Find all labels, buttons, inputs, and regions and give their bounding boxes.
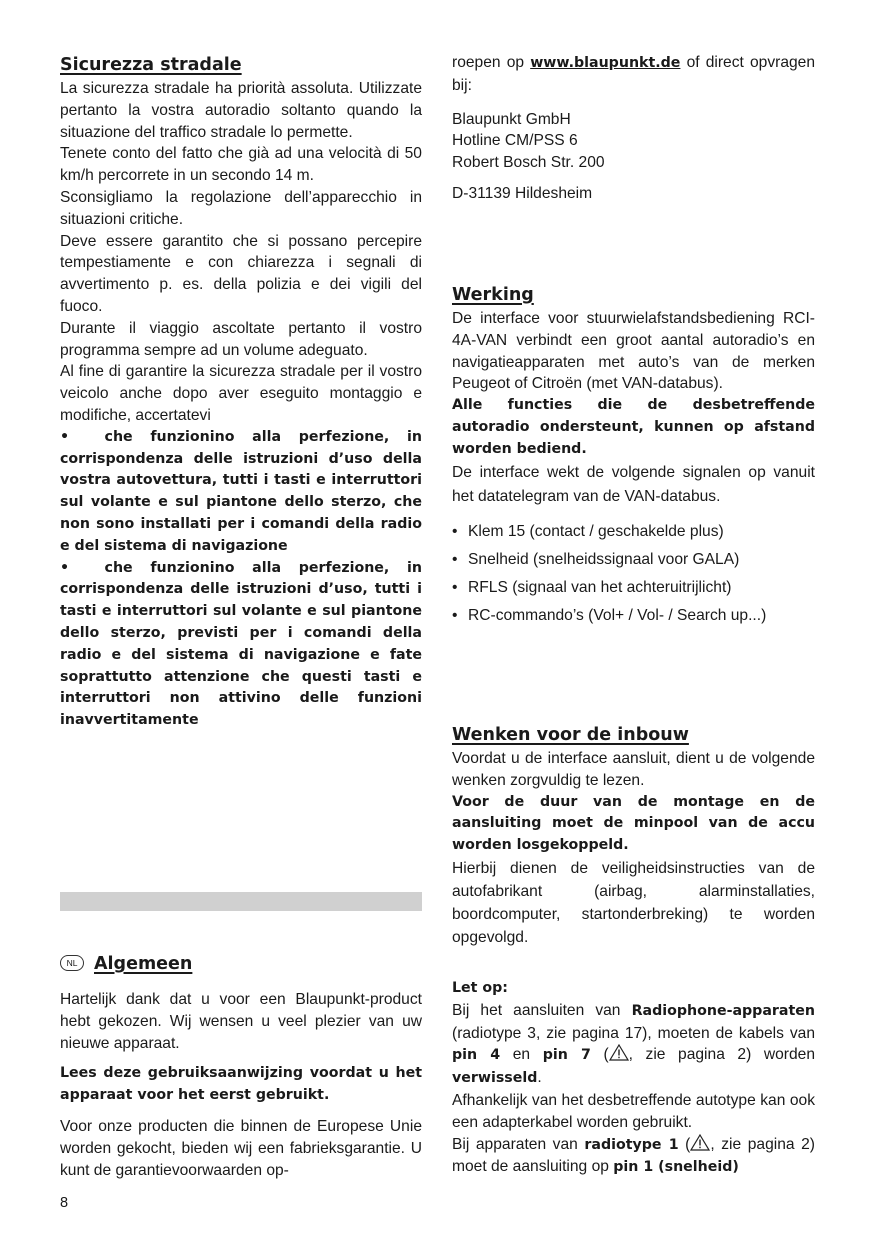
safety-paragraph-5: Durante il viaggio ascoltate pertanto il vostro programma sempre ad un volume adeguato. [60, 319, 422, 359]
signal-list-item [452, 602, 815, 630]
bullet-marker: • [452, 578, 458, 596]
blaupunkt-url-link[interactable]: www.blaupunkt.de [530, 55, 681, 71]
install-paragraph-2: Voor de duur van de montage en de aansluiting moet de minpool van de accu worden losgekoppeld. [452, 793, 815, 854]
note-bold: pin 7 [542, 1047, 591, 1064]
safety-bullet-1-text: che funzionino alla perfezione, in corrispondenza delle istruzioni d’uso della vostra autovettura, tutti i tasti e interruttori sul volante e sul piantone dello sterzo, che non sono installati per i comandi della radio e del sistema di navigazione [60, 428, 422, 554]
note-text: Bij het aansluiten van [452, 1001, 621, 1019]
note-bold: pin 1 (snelheid) [613, 1159, 739, 1176]
contact-company: Blaupunkt GmbH [452, 110, 571, 128]
note-text: (radiotype 3, zie pagina 17), moeten de kabels van [452, 1024, 815, 1042]
operation-section [452, 282, 815, 630]
safety-paragraph-6: Al fine di garantire la sicurezza stradale per il vostro veicolo anche dopo aver eseguito montaggio e modifiche, accertatevi [60, 363, 422, 424]
note-heading: Let op: [452, 980, 508, 996]
safety-paragraph-3: Sconsigliamo la regolazione dell’apparecchio in situazioni critiche. [60, 188, 422, 228]
note-text: en [512, 1046, 531, 1064]
warning-triangle-icon [690, 1134, 710, 1151]
contact-street: Robert Bosch Str. 200 [452, 154, 605, 172]
signal-list-item-text: Klem 15 (contact / geschakelde plus) [468, 522, 724, 540]
general-section [60, 951, 422, 1181]
bullet-marker: • [452, 522, 458, 540]
safety-bullet-1 [60, 427, 422, 558]
install-section [452, 722, 815, 949]
language-badge: NL [60, 955, 84, 971]
install-paragraph-1: Voordat u de interface aansluit, dient u de volgende wenken zorgvuldig te lezen. [452, 750, 815, 789]
note-text: , zie pagina 2) worden [628, 1046, 816, 1064]
contact-hotline: Hotline CM/PSS 6 [452, 132, 578, 150]
operation-paragraph-3: De interface wekt de volgende signalen op vanuit het datatelegram van de VAN-databus. [452, 463, 815, 505]
note-text: . [537, 1069, 542, 1087]
note-section [452, 978, 815, 1179]
note-bold: verwisseld [452, 1070, 538, 1087]
signal-list-item [452, 574, 815, 602]
contact-intro [452, 52, 815, 97]
signal-list-item [452, 546, 815, 574]
note-bold: radiotype 1 [584, 1136, 679, 1153]
general-paragraph-3: Voor onze producten die binnen de Europese Unie worden gekocht, bieden wij een fabrieksgarantie. U kunt de garantievoorwaarden op- [60, 1117, 422, 1179]
general-paragraph-2: Lees deze gebruiksaanwijzing voordat u het apparaat voor het eerst gebruikt. [60, 1065, 422, 1104]
contact-city: D-31139 Hildesheim [452, 184, 593, 202]
install-heading: Wenken voor de inbouw [452, 725, 689, 745]
note-bold: Radiophone-apparaten [631, 1002, 815, 1019]
signal-list-item-text: Snelheid (snelheidssignaal voor GALA) [468, 550, 740, 568]
note-bold: pin 4 [452, 1047, 501, 1064]
signal-list [452, 518, 815, 630]
note-paragraph-2: Afhankelijk van het desbetreffende autotype kan ook een adapterkabel worden gebruikt. [452, 1091, 815, 1131]
contact-intro-pre: roepen op [452, 54, 525, 71]
operation-paragraph-2: Alle functies die de desbetreffende autoradio ondersteunt, kunnen op afstand worden bediend. [452, 397, 815, 457]
safety-paragraph-1: La sicurezza stradale ha priorità assoluta. Utilizzate pertanto la vostra autoradio soltanto quando la situazione del traffico stradale lo permette. [60, 80, 422, 141]
bullet-marker: • [60, 559, 70, 576]
left-column [60, 52, 422, 732]
note-text: ( [603, 1046, 609, 1064]
operation-heading: Werking [452, 285, 534, 305]
note-text: , zie pagina 2) moet de aansluiting op [452, 1135, 815, 1176]
note-paragraph-3 [452, 1134, 815, 1180]
general-paragraph-1: Hartelijk dank dat u voor een Blaupunkt-product hebt gekozen. Wij wensen u veel plezier van uw nieuwe apparaat. [60, 991, 422, 1052]
safety-paragraph-2: Tenete conto del fatto che già ad una velocità di 50 km/h percorrete in un secondo 14 m. [60, 145, 422, 185]
signal-list-item [452, 518, 815, 546]
operation-paragraph-1: De interface voor stuurwielafstandsbediening RCI-4A-VAN verbindt een groot aantal autoradio’s en navigatieapparaten met auto’s van de merken Peugeot of Citroën (met VAN-databus). [452, 310, 815, 393]
page-number: 8 [60, 1195, 69, 1211]
note-text: Bij apparaten van [452, 1135, 578, 1153]
warning-triangle-icon [609, 1044, 629, 1061]
safety-heading: Sicurezza stradale [60, 55, 242, 75]
note-text: ( [685, 1135, 691, 1153]
bullet-marker: • [452, 606, 458, 624]
signal-list-item-text: RC-commando’s (Vol+ / Vol- / Search up...) [468, 606, 767, 624]
safety-bullet-2 [60, 558, 422, 732]
section-divider-bar [60, 892, 422, 911]
safety-bullet-2-text: che funzionino alla perfezione, in corrispondenza delle istruzioni d’uso, tutti i tasti e interruttori sul volante e sul piantone dello sterzo, previsti per i comandi della radio e del sistema di navigazione e fate soprattutto attenzione che questi tasti e interruttori non attivino delle funzioni inavvertitamente [60, 559, 422, 729]
general-heading [60, 951, 422, 977]
install-paragraph-3: Hierbij dienen de veiligheidsinstructies van de autofabrikant (airbag, alarminstallaties, boordcomputer, startonderbreking) te worden opgevolgd. [452, 859, 815, 946]
bullet-marker: • [452, 550, 458, 568]
right-column [452, 52, 815, 205]
signal-list-item-text: RFLS (signaal van het achteruitrijlicht) [468, 578, 732, 596]
general-heading-text: Algemeen [94, 954, 193, 974]
note-paragraph-1 [452, 1000, 815, 1090]
bullet-marker: • [60, 428, 70, 445]
contact-intro-post: of direct opvragen bij: [452, 54, 816, 94]
safety-paragraph-4: Deve essere garantito che si possano percepire tempestiamente e con chiarezza i segnali di avvertimento p. es. della polizia e dei vigili del fuoco. [60, 232, 422, 315]
